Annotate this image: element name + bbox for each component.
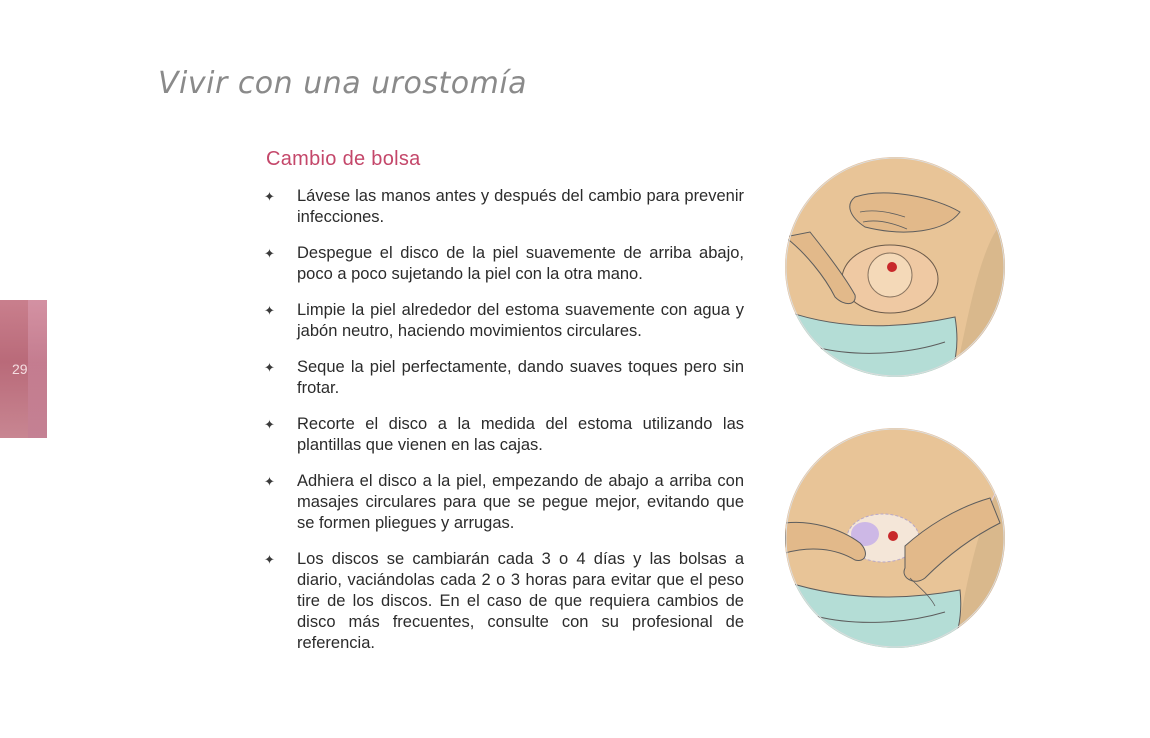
list-item (264, 549, 744, 654)
side-tab-stripe (28, 300, 47, 438)
bullet-icon: ✦ (264, 417, 275, 432)
list-item (264, 300, 744, 342)
list-item-text: Lávese las manos antes y después del cambio para prevenir infecciones. (297, 187, 744, 226)
removing-disc-illustration (785, 157, 1005, 377)
side-tab (0, 300, 47, 438)
page-title: Vivir con una urostomía (158, 66, 528, 101)
bullet-icon: ✦ (264, 189, 275, 204)
bullet-icon: ✦ (264, 552, 275, 567)
list-item-text: Despegue el disco de la piel suavemente de arriba abajo, poco a poco sujetando la piel con la otra mano. (297, 244, 744, 283)
bullet-icon: ✦ (264, 246, 275, 261)
list-item-text: Limpie la piel alrededor del estoma suavemente con agua y jabón neutro, haciendo movimientos circulares. (297, 301, 744, 340)
page-number: 29 (12, 361, 28, 377)
list-item (264, 357, 744, 399)
bullet-icon: ✦ (264, 360, 275, 375)
section-heading: Cambio de bolsa (266, 148, 421, 170)
list-item (264, 471, 744, 534)
list-item-text: Adhiera el disco a la piel, empezando de abajo a arriba con masajes circulares para que se pegue mejor, evitando que se formen pliegues y arrugas. (297, 472, 744, 532)
bullet-icon: ✦ (264, 474, 275, 489)
bullet-icon: ✦ (264, 303, 275, 318)
list-item (264, 186, 744, 228)
list-item (264, 414, 744, 456)
applying-disc-illustration (785, 428, 1005, 648)
list-item-text: Recorte el disco a la medida del estoma utilizando las plantillas que vienen en las cajas. (297, 415, 744, 454)
list-item-text: Seque la piel perfectamente, dando suaves toques pero sin frotar. (297, 358, 744, 397)
instruction-list (264, 186, 744, 669)
list-item (264, 243, 744, 285)
list-item-text: Los discos se cambiarán cada 3 o 4 días y las bolsas a diario, vaciándolas cada 2 o 3 horas para evitar que el peso tire de los discos. En el caso de que requiera cambios de disco más frecuentes, consulte con su profesional de referencia. (297, 550, 744, 652)
